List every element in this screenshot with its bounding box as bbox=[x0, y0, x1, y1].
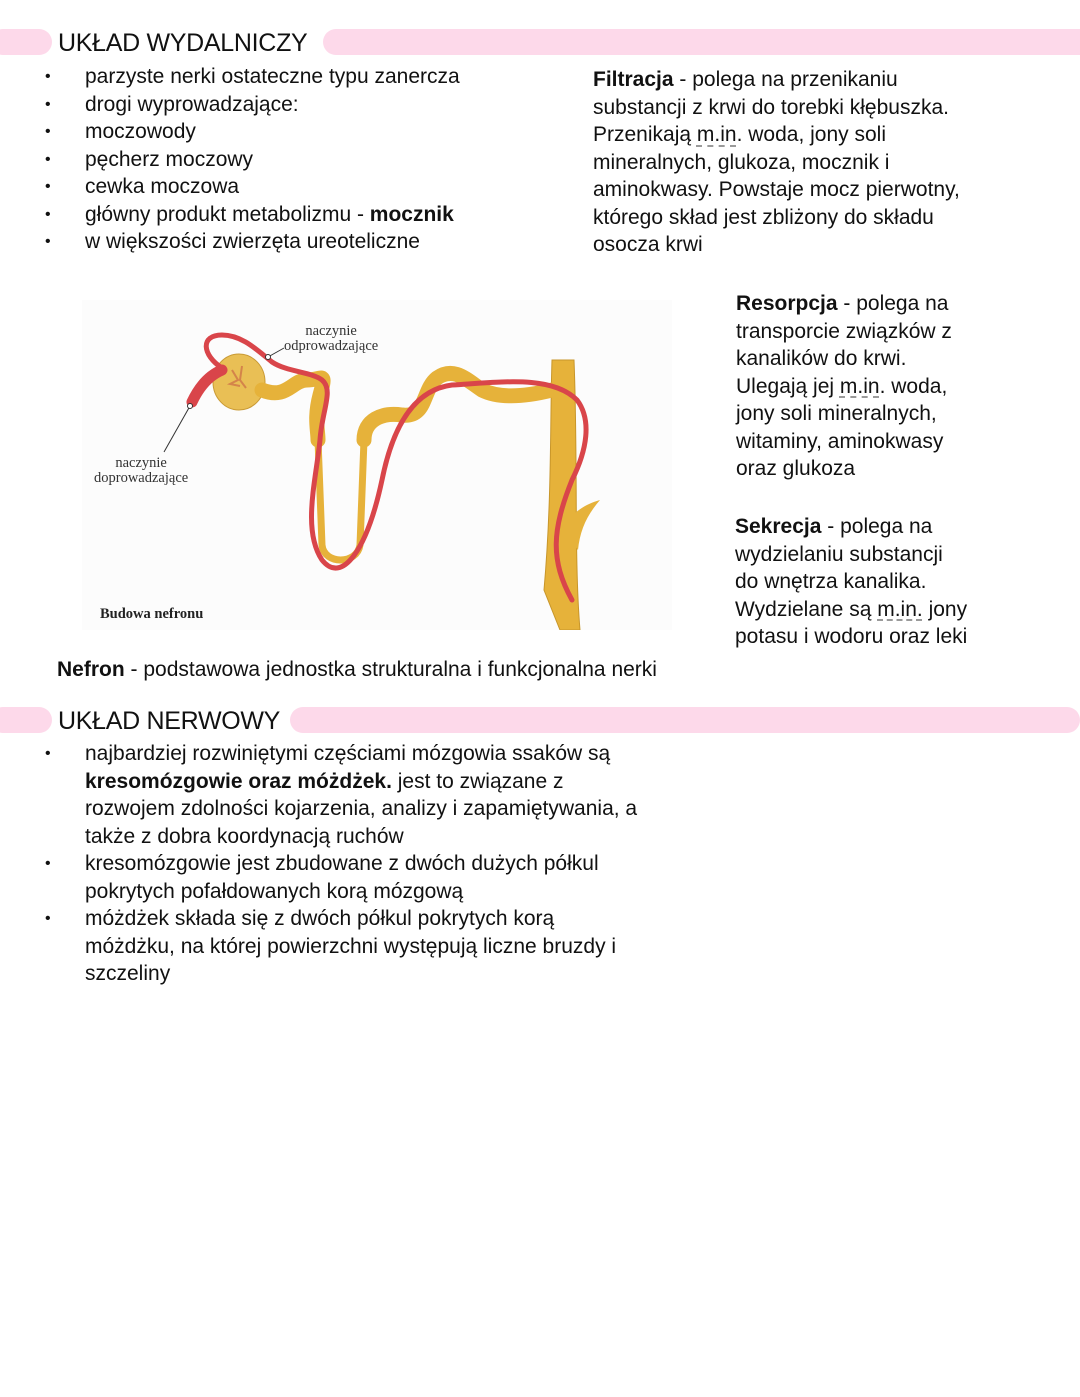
list-item: • parzyste nerki ostateczne typu zanercza bbox=[45, 63, 460, 91]
list-item: • drogi wyprowadzające: bbox=[45, 91, 460, 119]
header-band-right bbox=[323, 29, 1080, 55]
filtration-paragraph: Filtracja - polega na przenikaniu substancji z krwi do torebki kłębuszka. Przenikają m.in. woda, jony soli mineralnych, glukoza, mocznik i aminokwasy. Powstaje mocz pierwotny, którego skład jest zbliżony do składu osocza krwi bbox=[593, 68, 960, 256]
bold-term: kresomózgowie oraz móżdżek. bbox=[85, 769, 392, 793]
bold-term: mocznik bbox=[369, 202, 454, 226]
list-item: • moczowody bbox=[45, 118, 460, 146]
resorption-paragraph: Resorpcja - polega na transporcie związków z kanalików do krwi. Ulegają jej m.in. woda, jony soli mineralnych, witaminy, aminokwasy oraz glukoza bbox=[736, 292, 952, 480]
term-nefron: Nefron bbox=[57, 658, 125, 681]
label-efferent-vessel: naczynie odprowadzające bbox=[284, 323, 379, 354]
nervous-bullet-list bbox=[45, 740, 637, 988]
list-item: • w większości zwierzęta ureoteliczne bbox=[45, 228, 460, 256]
abbr-min[interactable]: m.in bbox=[696, 123, 737, 146]
list-item: • pęcherz moczowy bbox=[45, 146, 460, 174]
excretory-bullet-list bbox=[45, 63, 460, 256]
label-afferent-vessel: naczynie doprowadzające bbox=[94, 455, 189, 486]
header-band-left bbox=[0, 29, 52, 55]
secretion-paragraph: Sekrecja - polega na wydzielaniu substancji do wnętrza kanalika. Wydzielane są m.in. jony potasu i wodoru oraz leki bbox=[735, 515, 968, 648]
nephron-illustration bbox=[82, 300, 672, 630]
abbr-min[interactable]: m.in. bbox=[877, 597, 923, 621]
header-band-left bbox=[0, 707, 52, 733]
list-item: • główny produkt metabolizmu - mocznik bbox=[45, 201, 460, 229]
term-sekrecja: Sekrecja bbox=[735, 515, 822, 538]
list-item: • cewka moczowa bbox=[45, 173, 460, 201]
section-title-excretory: UKŁAD WYDALNICZY bbox=[58, 29, 308, 57]
header-band-right bbox=[290, 707, 1080, 733]
figure-caption: Budowa nefronu bbox=[100, 606, 204, 622]
term-filtracja: Filtracja bbox=[593, 68, 674, 91]
nephron-definition: Nefron - podstawowa jednostka strukturalna i funkcjonalna nerki bbox=[57, 658, 657, 681]
list-item: • najbardziej rozwiniętymi częściami mózgowia ssaków są kresomózgowie oraz móżdżek. jest to związane z rozwojem zdolności kojarzenia, analizy i zapamiętywania, a także z dobra koordynacją ruchów bbox=[45, 740, 637, 850]
abbr-min[interactable]: m.in bbox=[839, 374, 880, 398]
list-item: • kresomózgowie jest zbudowane z dwóch dużych półkul pokrytych pofałdowanych korą mózgową bbox=[45, 850, 637, 905]
section-title-nervous: UKŁAD NERWOWY bbox=[58, 707, 281, 735]
list-item: • móżdżek składa się z dwóch półkul pokrytych korą móżdżku, na której powierzchni występują liczne bruzdy i szczeliny bbox=[45, 905, 637, 988]
term-resorpcja: Resorpcja bbox=[736, 292, 838, 315]
